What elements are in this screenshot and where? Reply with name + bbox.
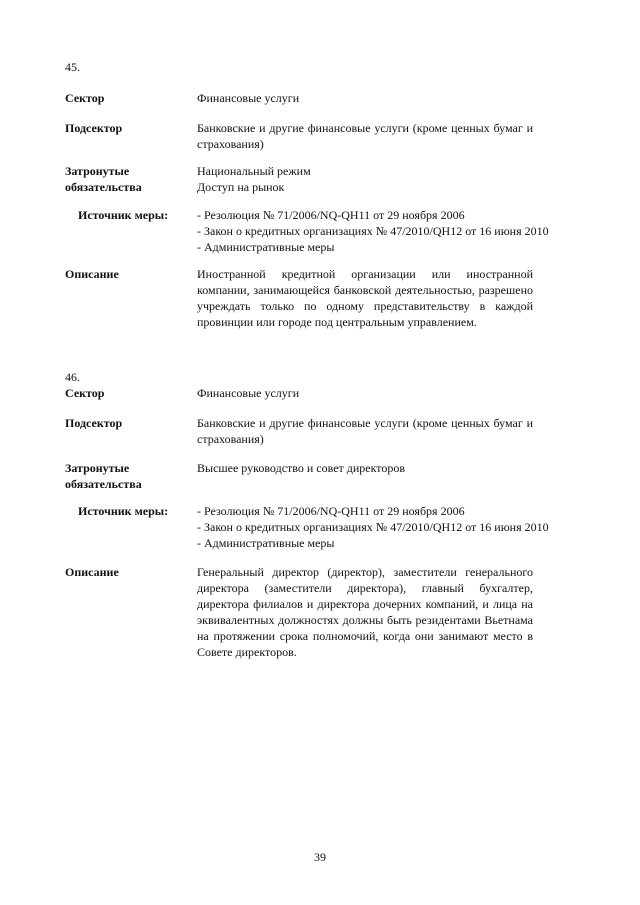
entry-number: 45. (65, 60, 80, 74)
source-item: - Закон о кредитных организациях № 47/2010/QH12 от 16 июня 2010 (197, 520, 549, 534)
source-item: - Резолюция № 71/2006/NQ-QH11 от 29 ноября 2006 (197, 504, 465, 518)
source-item: - Административные меры (197, 536, 335, 550)
sources-list (197, 207, 597, 255)
sector-value: Финансовые услуги (197, 386, 300, 400)
description-value: Генеральный директор (директор), заместители генерального директора (заместители директора), главный бухгалтер, директора филиалов и директора дочерних компаний, и лица на эквивалентных должностях должны быть резидентами Вьетнама на протяжении срока полномочий, когда они занимают место в Совете директоров. (197, 565, 533, 659)
obligations-label: Затронутые обязательства (65, 461, 142, 491)
subsector-value: Банковские и другие финансовые услуги (кроме ценных бумаг и страхования) (197, 416, 533, 446)
obligation-item: Высшее руководство и совет директоров (197, 461, 406, 475)
subsector-label: Подсектор (65, 121, 123, 135)
source-label: Источник меры: (78, 504, 169, 518)
source-item: - Закон о кредитных организациях № 47/2010/QH12 от 16 июня 2010 (197, 224, 549, 238)
source-item: - Административные меры (197, 240, 335, 254)
obligation-item: Доступ на рынок (197, 180, 285, 194)
obligations-value (197, 460, 533, 476)
subsector-label: Подсектор (65, 416, 123, 430)
source-label: Источник меры: (78, 208, 169, 222)
sources-list (197, 503, 597, 551)
obligations-label: Затронутые обязательства (65, 164, 142, 194)
description-label: Описание (65, 565, 119, 579)
source-item: - Резолюция № 71/2006/NQ-QH11 от 29 ноября 2006 (197, 208, 465, 222)
obligation-item: Национальный режим (197, 164, 311, 178)
sector-label: Сектор (65, 91, 105, 105)
entry-number: 46. (65, 370, 80, 384)
description-value: Иностранной кредитной организации или иностранной компании, занимающейся банковской деятельностью, разрешено учреждать только по одному представительству в каждой провинции или городе под центральным управлением. (197, 267, 533, 329)
sector-value: Финансовые услуги (197, 91, 300, 105)
description-label: Описание (65, 267, 119, 281)
obligations-value (197, 163, 533, 195)
subsector-value: Банковские и другие финансовые услуги (кроме ценных бумаг и страхования) (197, 121, 533, 151)
page-number: 39 (314, 850, 326, 864)
sector-label: Сектор (65, 386, 105, 400)
